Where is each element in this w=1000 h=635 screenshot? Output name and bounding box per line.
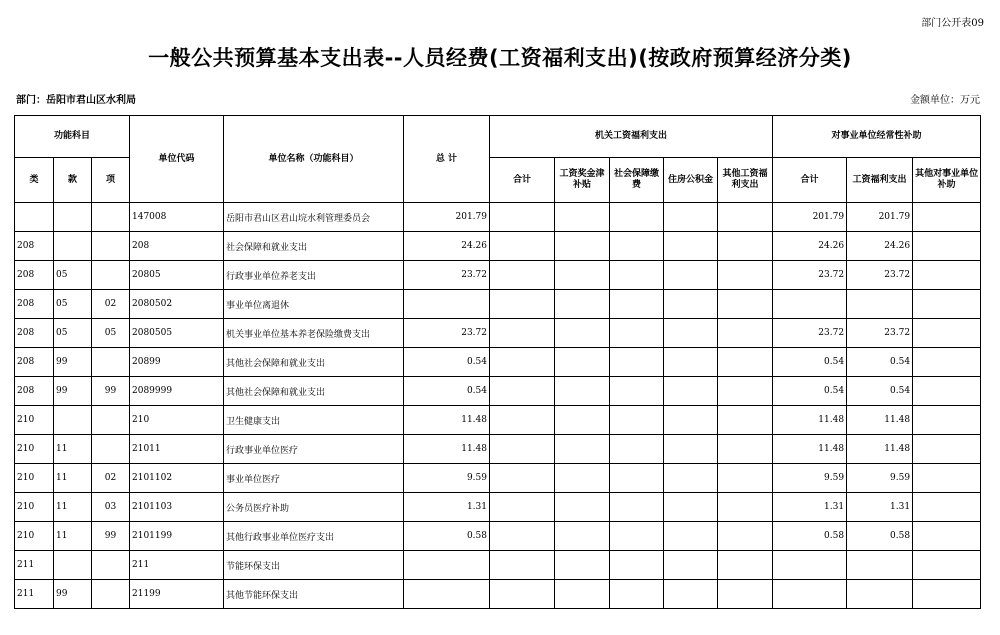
cell-inst-salary: 11.48 [847, 435, 913, 464]
cell-inst-other [913, 290, 981, 319]
cell-inst-total: 23.72 [773, 319, 847, 348]
cell-unit-name: 事业单位离退休 [224, 290, 404, 319]
cell-lei: 208 [15, 377, 54, 406]
cell-org-housing [664, 580, 718, 609]
cell-unit-code: 2080505 [130, 319, 224, 348]
cell-org-social [610, 203, 664, 232]
cell-inst-salary [847, 290, 913, 319]
cell-xiang [92, 232, 130, 261]
department-label: 部门：岳阳市君山区水利局 [16, 95, 136, 106]
cell-unit-name: 岳阳市君山区君山垸水利管理委员会 [224, 203, 404, 232]
cell-org-salary [555, 551, 610, 580]
cell-inst-total: 24.26 [773, 232, 847, 261]
header-total: 总 计 [404, 116, 490, 203]
cell-org-salary [555, 406, 610, 435]
cell-total: 0.54 [404, 377, 490, 406]
cell-total: 24.26 [404, 232, 490, 261]
cell-org-social [610, 377, 664, 406]
cell-org-other [718, 290, 773, 319]
cell-kuan: 05 [54, 290, 92, 319]
cell-kuan: 11 [54, 435, 92, 464]
cell-org-social [610, 493, 664, 522]
cell-lei: 208 [15, 348, 54, 377]
cell-org-total [490, 493, 555, 522]
cell-inst-other [913, 377, 981, 406]
table-row [15, 203, 981, 232]
cell-unit-name: 公务员医疗补助 [224, 493, 404, 522]
table-row [15, 319, 981, 348]
cell-org-social [610, 261, 664, 290]
cell-org-total [490, 319, 555, 348]
cell-inst-other [913, 522, 981, 551]
cell-lei: 211 [15, 551, 54, 580]
cell-inst-salary: 0.54 [847, 377, 913, 406]
cell-org-salary [555, 203, 610, 232]
cell-inst-salary [847, 580, 913, 609]
cell-total: 0.58 [404, 522, 490, 551]
header-org-other: 其他工资福利支出 [718, 158, 773, 203]
cell-org-other [718, 232, 773, 261]
cell-kuan: 11 [54, 464, 92, 493]
cell-inst-total: 0.58 [773, 522, 847, 551]
cell-kuan: 11 [54, 522, 92, 551]
cell-inst-salary: 0.54 [847, 348, 913, 377]
table-row [15, 435, 981, 464]
cell-org-total [490, 522, 555, 551]
cell-org-social [610, 348, 664, 377]
cell-org-social [610, 406, 664, 435]
cell-kuan [54, 232, 92, 261]
cell-org-other [718, 377, 773, 406]
cell-kuan: 99 [54, 580, 92, 609]
header-xiang: 项 [92, 158, 130, 203]
cell-unit-name: 其他行政事业单位医疗支出 [224, 522, 404, 551]
cell-total [404, 290, 490, 319]
cell-unit-code: 20899 [130, 348, 224, 377]
cell-inst-other [913, 551, 981, 580]
cell-inst-salary: 23.72 [847, 261, 913, 290]
cell-inst-other [913, 348, 981, 377]
cell-unit-name: 事业单位医疗 [224, 464, 404, 493]
cell-org-total [490, 261, 555, 290]
cell-unit-code: 21011 [130, 435, 224, 464]
header-inst-group: 对事业单位经常性补助 [773, 116, 981, 158]
cell-inst-total: 201.79 [773, 203, 847, 232]
cell-inst-total: 11.48 [773, 435, 847, 464]
cell-org-housing [664, 522, 718, 551]
cell-org-social [610, 551, 664, 580]
cell-unit-code: 210 [130, 406, 224, 435]
cell-org-total [490, 377, 555, 406]
header-unit-code: 单位代码 [130, 116, 224, 203]
cell-inst-other [913, 232, 981, 261]
cell-org-total [490, 464, 555, 493]
cell-total: 9.59 [404, 464, 490, 493]
cell-kuan: 99 [54, 348, 92, 377]
cell-org-housing [664, 290, 718, 319]
cell-inst-other [913, 406, 981, 435]
cell-org-other [718, 203, 773, 232]
cell-unit-name: 社会保障和就业支出 [224, 232, 404, 261]
cell-inst-total [773, 290, 847, 319]
cell-lei: 208 [15, 232, 54, 261]
cell-inst-salary: 0.58 [847, 522, 913, 551]
cell-xiang: 05 [92, 319, 130, 348]
table-row [15, 348, 981, 377]
cell-org-total [490, 290, 555, 319]
cell-inst-total [773, 580, 847, 609]
cell-org-total [490, 348, 555, 377]
header-func-subject: 功能科目 [15, 116, 130, 158]
page-title: 一般公共预算基本支出表--人员经费(工资福利支出)(按政府预算经济分类) [148, 46, 852, 70]
cell-kuan [54, 406, 92, 435]
cell-total: 23.72 [404, 261, 490, 290]
header-org-salary: 工资奖金津补贴 [555, 158, 610, 203]
cell-unit-code: 21199 [130, 580, 224, 609]
cell-lei: 208 [15, 261, 54, 290]
cell-inst-total: 9.59 [773, 464, 847, 493]
cell-unit-name: 节能环保支出 [224, 551, 404, 580]
cell-inst-other [913, 435, 981, 464]
header-org-total: 合计 [490, 158, 555, 203]
cell-inst-total: 0.54 [773, 348, 847, 377]
cell-unit-name: 其他社会保障和就业支出 [224, 377, 404, 406]
cell-total: 11.48 [404, 435, 490, 464]
cell-org-other [718, 580, 773, 609]
cell-org-salary [555, 319, 610, 348]
cell-inst-other [913, 319, 981, 348]
cell-org-total [490, 232, 555, 261]
cell-total: 0.54 [404, 348, 490, 377]
cell-kuan: 11 [54, 493, 92, 522]
cell-org-other [718, 493, 773, 522]
table-row [15, 464, 981, 493]
cell-unit-name: 其他社会保障和就业支出 [224, 348, 404, 377]
header-org-housing: 住房公积金 [664, 158, 718, 203]
cell-org-other [718, 551, 773, 580]
cell-xiang [92, 203, 130, 232]
cell-org-housing [664, 406, 718, 435]
cell-inst-salary: 23.72 [847, 319, 913, 348]
cell-org-housing [664, 261, 718, 290]
cell-lei: 208 [15, 319, 54, 348]
cell-inst-salary: 1.31 [847, 493, 913, 522]
cell-inst-salary: 9.59 [847, 464, 913, 493]
cell-org-other [718, 261, 773, 290]
cell-org-social [610, 435, 664, 464]
cell-lei: 210 [15, 464, 54, 493]
cell-org-social [610, 522, 664, 551]
header-org-social: 社会保障缴费 [610, 158, 664, 203]
cell-org-social [610, 464, 664, 493]
table-row [15, 493, 981, 522]
cell-unit-name: 行政事业单位养老支出 [224, 261, 404, 290]
cell-org-housing [664, 551, 718, 580]
table-row [15, 261, 981, 290]
table-row [15, 551, 981, 580]
cell-org-salary [555, 377, 610, 406]
cell-unit-name: 行政事业单位医疗 [224, 435, 404, 464]
table-row [15, 377, 981, 406]
cell-org-housing [664, 319, 718, 348]
cell-inst-other [913, 261, 981, 290]
cell-xiang [92, 261, 130, 290]
cell-inst-other [913, 493, 981, 522]
cell-unit-name: 机关事业单位基本养老保险缴费支出 [224, 319, 404, 348]
cell-inst-total: 23.72 [773, 261, 847, 290]
cell-org-social [610, 290, 664, 319]
cell-kuan: 05 [54, 319, 92, 348]
cell-unit-code: 208 [130, 232, 224, 261]
cell-org-total [490, 551, 555, 580]
cell-xiang: 99 [92, 377, 130, 406]
cell-unit-name: 其他节能环保支出 [224, 580, 404, 609]
cell-org-total [490, 203, 555, 232]
cell-org-salary [555, 232, 610, 261]
cell-org-housing [664, 203, 718, 232]
cell-org-housing [664, 377, 718, 406]
cell-total [404, 580, 490, 609]
cell-org-social [610, 232, 664, 261]
cell-org-other [718, 522, 773, 551]
cell-total: 201.79 [404, 203, 490, 232]
cell-org-total [490, 435, 555, 464]
cell-inst-salary [847, 551, 913, 580]
table-row [15, 232, 981, 261]
cell-inst-total [773, 551, 847, 580]
cell-lei: 210 [15, 435, 54, 464]
cell-xiang [92, 551, 130, 580]
amount-unit-label: 金额单位：万元 [910, 95, 980, 106]
table-row [15, 580, 981, 609]
cell-kuan: 99 [54, 377, 92, 406]
cell-lei [15, 203, 54, 232]
cell-lei: 210 [15, 406, 54, 435]
cell-xiang: 02 [92, 290, 130, 319]
cell-xiang: 03 [92, 493, 130, 522]
cell-total [404, 551, 490, 580]
cell-org-housing [664, 348, 718, 377]
cell-org-housing [664, 232, 718, 261]
cell-unit-code: 2080502 [130, 290, 224, 319]
cell-inst-other [913, 203, 981, 232]
cell-unit-code: 2101102 [130, 464, 224, 493]
cell-xiang: 02 [92, 464, 130, 493]
cell-inst-total: 0.54 [773, 377, 847, 406]
cell-org-other [718, 406, 773, 435]
cell-org-housing [664, 464, 718, 493]
cell-org-social [610, 580, 664, 609]
cell-org-housing [664, 493, 718, 522]
header-inst-salary: 工资福利支出 [847, 158, 913, 203]
cell-lei: 210 [15, 493, 54, 522]
table-row [15, 406, 981, 435]
cell-kuan [54, 203, 92, 232]
cell-org-other [718, 464, 773, 493]
header-inst-total: 合计 [773, 158, 847, 203]
cell-inst-total: 1.31 [773, 493, 847, 522]
cell-org-salary [555, 435, 610, 464]
cell-org-total [490, 580, 555, 609]
cell-unit-code: 2101103 [130, 493, 224, 522]
cell-unit-name: 卫生健康支出 [224, 406, 404, 435]
cell-xiang [92, 348, 130, 377]
cell-inst-other [913, 580, 981, 609]
header-lei: 类 [15, 158, 54, 203]
header-org-group: 机关工资福利支出 [490, 116, 773, 158]
cell-org-salary [555, 522, 610, 551]
cell-xiang [92, 406, 130, 435]
cell-unit-code: 2101199 [130, 522, 224, 551]
cell-xiang: 99 [92, 522, 130, 551]
header-kuan: 款 [54, 158, 92, 203]
header-unit-name: 单位名称（功能科目） [224, 116, 404, 203]
cell-unit-code: 2089999 [130, 377, 224, 406]
cell-total: 23.72 [404, 319, 490, 348]
cell-inst-other [913, 464, 981, 493]
form-number: 部门公开表09 [921, 18, 984, 29]
cell-org-salary [555, 493, 610, 522]
cell-total: 11.48 [404, 406, 490, 435]
cell-xiang [92, 580, 130, 609]
cell-org-other [718, 435, 773, 464]
header-inst-other: 其他对事业单位补助 [913, 158, 981, 203]
cell-kuan: 05 [54, 261, 92, 290]
cell-lei: 208 [15, 290, 54, 319]
table-row [15, 522, 981, 551]
cell-org-salary [555, 464, 610, 493]
cell-inst-salary: 201.79 [847, 203, 913, 232]
cell-org-total [490, 406, 555, 435]
cell-org-other [718, 348, 773, 377]
cell-org-housing [664, 435, 718, 464]
cell-org-salary [555, 290, 610, 319]
cell-xiang [92, 435, 130, 464]
cell-org-social [610, 319, 664, 348]
cell-inst-salary: 24.26 [847, 232, 913, 261]
cell-unit-code: 147008 [130, 203, 224, 232]
cell-org-other [718, 319, 773, 348]
cell-lei: 210 [15, 522, 54, 551]
cell-org-salary [555, 348, 610, 377]
cell-total: 1.31 [404, 493, 490, 522]
cell-unit-code: 211 [130, 551, 224, 580]
cell-org-salary [555, 580, 610, 609]
cell-unit-code: 20805 [130, 261, 224, 290]
cell-inst-total: 11.48 [773, 406, 847, 435]
cell-inst-salary: 11.48 [847, 406, 913, 435]
table-row [15, 290, 981, 319]
cell-org-salary [555, 261, 610, 290]
budget-table [14, 115, 981, 609]
cell-kuan [54, 551, 92, 580]
cell-lei: 211 [15, 580, 54, 609]
